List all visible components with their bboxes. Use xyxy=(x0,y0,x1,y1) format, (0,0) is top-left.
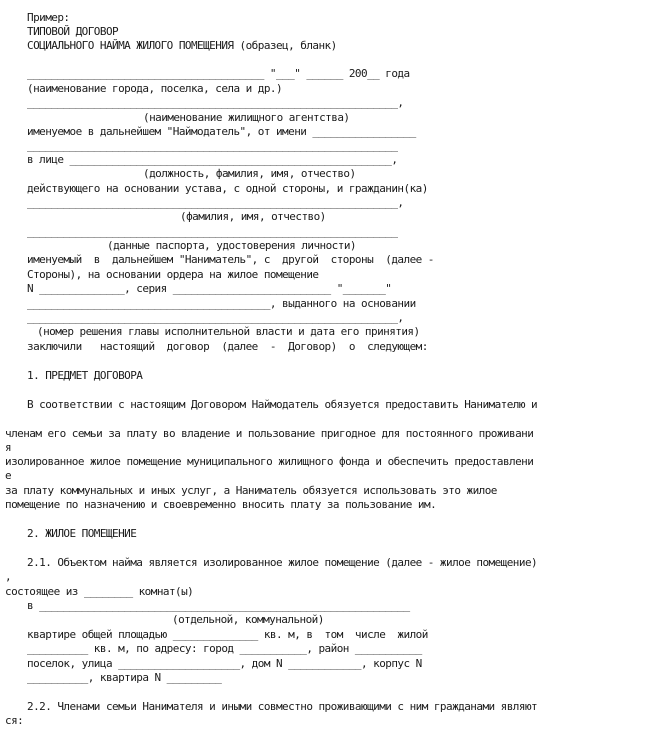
order-number-line: N ______________, серия __________________________ "_______" xyxy=(27,282,392,295)
citizen-line: _____________________________________________________________, xyxy=(27,196,404,209)
section-1-paragraph: помещение по назначению и своевременно вносить плату за пользование им. xyxy=(5,498,437,511)
citizen-caption: (фамилия, имя, отчество) xyxy=(180,210,326,223)
represented-by-line: в лице _____________________________________________________, xyxy=(27,153,398,166)
position-caption: (должность, фамилия, имя, отчество) xyxy=(143,167,356,180)
tenant-line: именуемый в дальнейшем "Наниматель", с другой стороны (далее - xyxy=(27,253,434,266)
section-2-paragraph: в _____________________________________________________________ xyxy=(27,599,410,612)
order-basis-line: Стороны), на основании ордера на жилое помещение xyxy=(27,268,319,281)
section-2-paragraph: поселок, улица ____________________, дом N ____________, корпус N xyxy=(27,657,422,670)
city-date-line: _______________________________________ "___" ______ 200__ года xyxy=(27,67,410,80)
apartment-type-caption: (отдельной, коммунальной) xyxy=(172,613,324,626)
acting-basis-line: действующего на основании устава, с одной стороны, и гражданин(ка) xyxy=(27,182,428,195)
issued-line: ________________________________________, выданного на основании xyxy=(27,297,416,310)
section-2-paragraph: квартире общей площадью ______________ кв. м, в том числе жилой xyxy=(27,628,428,641)
section-2-paragraph: 2.1. Объектом найма является изолированное жилое помещение (далее - жилое помещение) xyxy=(27,556,538,569)
section-1-paragraph: В соответствии с настоящим Договором Наймодатель обязуется предоставить Нанимателю и xyxy=(27,398,538,411)
section-1-paragraph: я xyxy=(5,441,12,454)
section-2-paragraph: состоящее из ________ комнат(ы) xyxy=(5,585,194,598)
city-caption: (наименование города, поселка, села и др.) xyxy=(27,82,283,95)
landlord-line: именуемое в дальнейшем "Наймодатель", от имени _________________ xyxy=(27,125,416,138)
passport-caption: (данные паспорта, удостоверения личности) xyxy=(107,239,356,252)
section-1-title: 1. ПРЕДМЕТ ДОГОВОРА xyxy=(27,369,143,382)
blank-line: _____________________________________________________________ xyxy=(27,139,398,152)
agency-line: _____________________________________________________________, xyxy=(27,96,404,109)
section-2-paragraph: , xyxy=(5,570,12,583)
section-1-paragraph: изолированное жилое помещение муниципального жилищного фонда и обеспечить предоставлени xyxy=(5,455,534,468)
passport-line: _____________________________________________________________ xyxy=(27,225,398,238)
section-2-paragraph: 2.2. Членами семьи Нанимателя и иными совместно проживающими с ним гражданами являют xyxy=(27,700,538,713)
section-1-paragraph: за плату коммунальных и иных услуг, а Наниматель обязуется использовать это жилое xyxy=(5,484,497,497)
section-2-paragraph: ся: xyxy=(5,714,24,727)
decision-line: _____________________________________________________________, xyxy=(27,311,404,324)
concluded-line: заключили настоящий договор (далее - Договор) о следующем: xyxy=(27,340,428,353)
section-2-paragraph: __________, квартира N _________ xyxy=(27,671,222,684)
section-2-paragraph: __________ кв. м, по адресу: город ___________, район ___________ xyxy=(27,642,422,655)
decision-caption: (номер решения главы исполнительной власти и дата его принятия) xyxy=(37,325,420,338)
section-1-paragraph: членам его семьи за плату во владение и пользование пригодное для постоянного проживани xyxy=(5,427,534,440)
agency-caption: (наименование жилищного агентства) xyxy=(143,111,350,124)
section-2-title: 2. ЖИЛОЕ ПОМЕЩЕНИЕ xyxy=(27,527,137,540)
document-title: ТИПОВОЙ ДОГОВОР xyxy=(27,25,119,38)
example-label: Пример: xyxy=(27,11,70,24)
section-1-paragraph: е xyxy=(5,469,12,482)
document-subtitle: СОЦИАЛЬНОГО НАЙМА ЖИЛОГО ПОМЕЩЕНИЯ (образец, бланк) xyxy=(27,39,337,52)
